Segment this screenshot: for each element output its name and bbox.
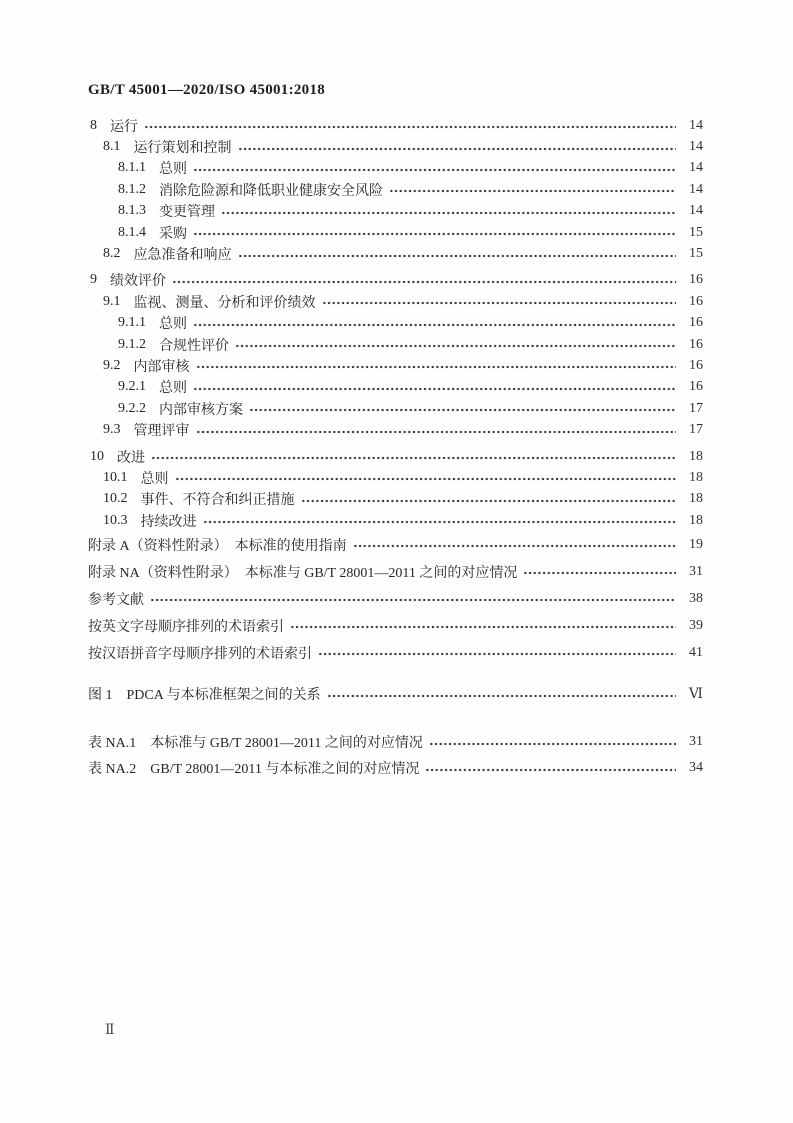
toc-entry: [88, 115, 703, 136]
dot-leader-icon: [290, 623, 676, 631]
toc-entry-number: 10.1: [103, 469, 128, 485]
dot-leader-icon: [172, 278, 676, 286]
dot-leader-icon: [175, 475, 677, 483]
toc-entry-title: 绩效评价: [110, 274, 166, 290]
toc-entry-title: 管理评审: [133, 424, 190, 440]
dot-leader-icon: [301, 497, 677, 505]
document-header: GB/T 45001—2020/ISO 45001:2018: [88, 82, 326, 98]
toc-entry-title: 内部审核方案: [159, 402, 243, 418]
toc-entry-title: 附录 A（资料性附录） 本标准的使用指南: [88, 538, 347, 554]
toc-entry-page: 34: [689, 760, 703, 776]
dot-leader-icon: [151, 454, 676, 462]
toc-entry: [88, 510, 703, 531]
toc-entry-number: 9.3: [103, 422, 121, 438]
dot-leader-icon: [318, 650, 676, 658]
toc-entry: [88, 729, 703, 755]
toc-entry-title: 总则: [159, 381, 187, 397]
dot-leader-icon: [429, 740, 676, 748]
toc-entry-page: 14: [689, 139, 703, 155]
toc-entry-title: 图 1 PDCA 与本标准框架之间的关系: [88, 688, 321, 704]
toc-entry-number: 9.2.2: [118, 400, 146, 416]
toc-entry-title: 监视、测量、分析和评价绩效: [133, 295, 316, 311]
toc-entry-page: 16: [689, 315, 703, 331]
toc-entry: [88, 558, 703, 585]
toc-entry: [88, 531, 703, 558]
toc-entry-title: 合规性评价: [159, 338, 229, 354]
toc-entry-page: 17: [689, 400, 703, 416]
toc-entry-page: 14: [689, 160, 703, 176]
page-number-footer: Ⅱ: [105, 1023, 115, 1038]
toc-entry-number: 9: [90, 272, 97, 288]
toc-entry-page: Ⅵ: [688, 686, 703, 702]
toc-entry-number: 8.1.3: [118, 203, 146, 219]
table-of-contents: [88, 115, 703, 781]
toc-entry-number: 10.3: [103, 512, 128, 528]
toc-entry: [88, 639, 703, 666]
toc-entry: [88, 612, 703, 639]
dot-leader-icon: [425, 766, 676, 774]
toc-entry-number: 8.1: [103, 139, 121, 155]
toc-entry-title: 附录 NA（资料性附录） 本标准与 GB/T 28001—2011 之间的对应情况: [88, 565, 518, 581]
toc-entry-page: 19: [689, 536, 703, 552]
toc-entry: [88, 313, 703, 334]
dot-leader-icon: [193, 321, 676, 329]
toc-entry-page: 15: [689, 246, 703, 262]
dot-leader-icon: [203, 518, 677, 526]
dot-leader-icon: [144, 123, 676, 131]
dot-leader-icon: [238, 145, 677, 153]
toc-entry-page: 16: [689, 336, 703, 352]
toc-entry: [88, 270, 703, 291]
toc-entry-title: 改进: [117, 450, 145, 466]
toc-entry: [88, 158, 703, 179]
dot-leader-icon: [196, 363, 677, 371]
toc-entry-page: 16: [689, 293, 703, 309]
toc-entry-title: 变更管理: [159, 205, 215, 221]
toc-entry-title: 事件、不符合和纠正措施: [140, 493, 295, 509]
toc-entry-page: 39: [689, 617, 703, 633]
dot-leader-icon: [322, 299, 677, 307]
toc-entry-title: 消除危险源和降低职业健康安全风险: [159, 183, 383, 199]
toc-entry: [88, 755, 703, 781]
toc-entry: [88, 136, 703, 157]
toc-entry-page: 18: [689, 469, 703, 485]
toc-entry: [88, 291, 703, 312]
toc-entry-page: 14: [689, 203, 703, 219]
toc-entry-title: 总则: [159, 162, 187, 178]
dot-leader-icon: [249, 406, 676, 414]
dot-leader-icon: [389, 187, 676, 195]
toc-entry-number: 10.2: [103, 491, 128, 507]
toc-entry-page: 31: [689, 734, 703, 750]
toc-entry-page: 18: [689, 448, 703, 464]
toc-entry-number: 9.1.1: [118, 315, 146, 331]
toc-entry-title: 表 NA.2 GB/T 28001—2011 与本标准之间的对应情况: [88, 762, 420, 778]
toc-entry-title: 按英文字母顺序排列的术语索引: [88, 619, 284, 635]
toc-entry: [88, 179, 703, 200]
toc-entry-title: 按汉语拼音字母顺序排列的术语索引: [88, 646, 312, 662]
toc-entry: [88, 585, 703, 612]
toc-entry-number: 8.1.1: [118, 160, 146, 176]
toc-entry-page: 17: [689, 422, 703, 438]
toc-entry-title: 表 NA.1 本标准与 GB/T 28001—2011 之间的对应情况: [88, 736, 423, 752]
toc-entry-number: 8.1.2: [118, 181, 146, 197]
toc-entry-number: 9.2: [103, 357, 121, 373]
toc-entry-number: 9.1.2: [118, 336, 146, 352]
toc-entry-page: 16: [689, 357, 703, 373]
toc-entry-title: 应急准备和响应: [133, 248, 232, 264]
dot-leader-icon: [523, 569, 676, 577]
toc-entry-title: 持续改进: [140, 514, 197, 530]
toc-entry-title: 运行策划和控制: [133, 141, 232, 157]
toc-entry-page: 18: [689, 512, 703, 528]
dot-leader-icon: [193, 385, 676, 393]
dot-leader-icon: [235, 342, 676, 350]
toc-entry-page: 16: [689, 379, 703, 395]
toc-entry: [88, 377, 703, 398]
dot-leader-icon: [238, 252, 677, 260]
toc-entry-page: 18: [689, 491, 703, 507]
toc-entry: [88, 355, 703, 376]
toc-entry: [88, 681, 703, 707]
toc-entry-page: 38: [689, 590, 703, 606]
toc-entry-number: 10: [90, 448, 104, 464]
dot-leader-icon: [196, 428, 677, 436]
toc-entry: [88, 398, 703, 419]
dot-leader-icon: [353, 542, 676, 550]
toc-entry-page: 41: [689, 644, 703, 660]
toc-entry-title: 采购: [159, 226, 187, 242]
dot-leader-icon: [193, 230, 676, 238]
toc-entry: [88, 419, 703, 440]
toc-entry-page: 15: [689, 224, 703, 240]
toc-entry-title: 内部审核: [133, 359, 190, 375]
toc-entry-page: 16: [689, 272, 703, 288]
toc-entry-page: 31: [689, 563, 703, 579]
toc-entry: [88, 446, 703, 467]
dot-leader-icon: [221, 209, 676, 217]
toc-entry: [88, 243, 703, 264]
toc-entry-title: 参考文献: [88, 592, 144, 608]
toc-entry-number: 8: [90, 117, 97, 133]
dot-leader-icon: [327, 692, 676, 700]
toc-entry-title: 总则: [159, 317, 187, 333]
toc-entry: [88, 201, 703, 222]
toc-entry: [88, 222, 703, 243]
toc-entry-number: 9.1: [103, 293, 121, 309]
toc-entry-number: 9.2.1: [118, 379, 146, 395]
toc-entry-page: 14: [689, 181, 703, 197]
toc-entry-number: 8.1.4: [118, 224, 146, 240]
toc-entry: [88, 489, 703, 510]
dot-leader-icon: [150, 596, 676, 604]
toc-entry-title: 运行: [110, 119, 138, 135]
toc-entry-page: 14: [689, 117, 703, 133]
toc-entry-number: 8.2: [103, 246, 121, 262]
toc-entry: [88, 334, 703, 355]
toc-entry: [88, 467, 703, 488]
toc-entry-title: 总则: [140, 471, 169, 487]
dot-leader-icon: [193, 166, 676, 174]
